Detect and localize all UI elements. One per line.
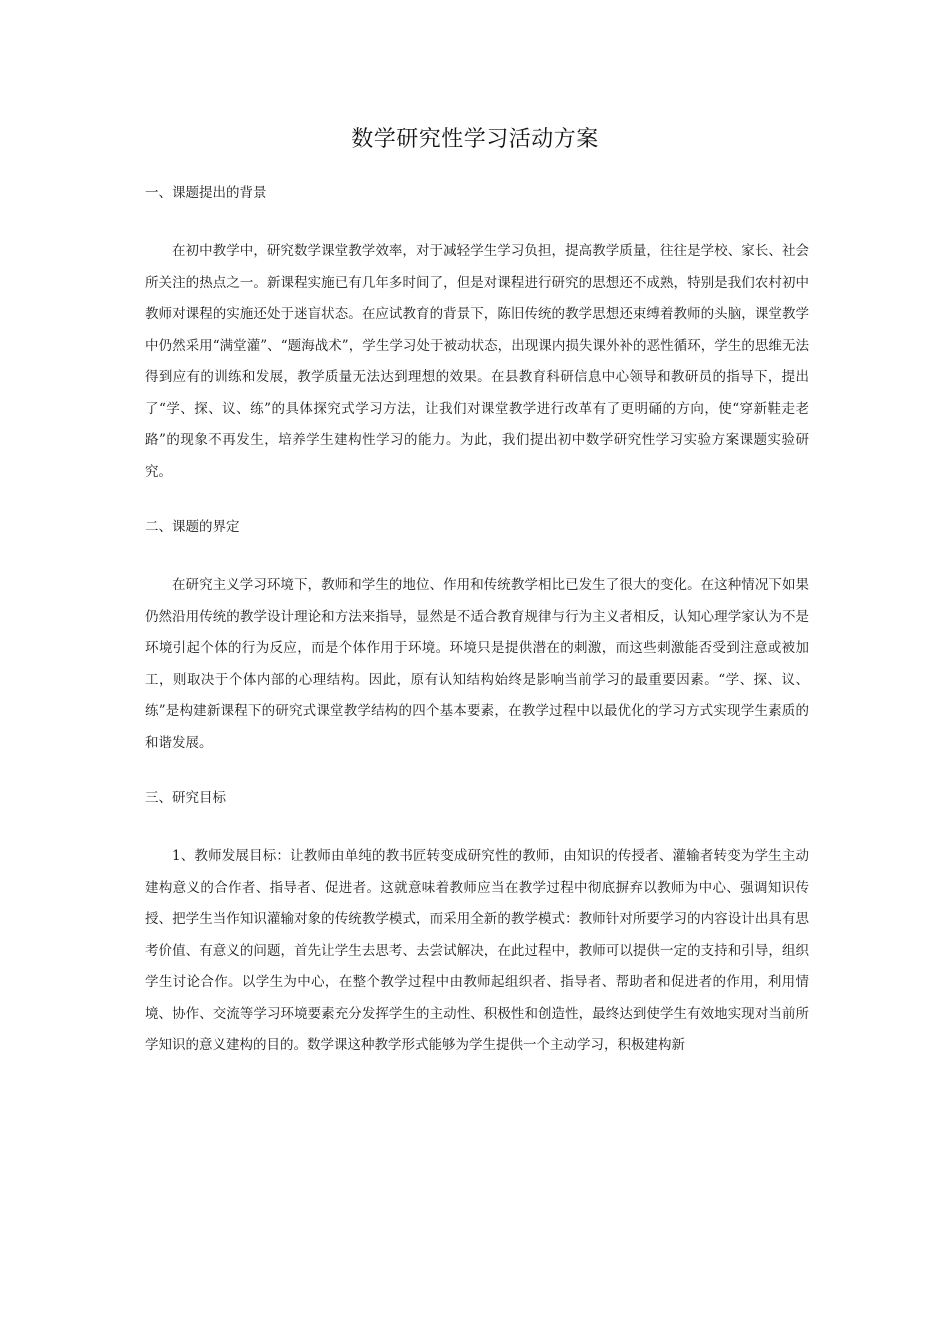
section-paragraph: 在初中教学中，研究数学课堂教学效率，对于减轻学生学习负担，提高教学质量，往往是学校、家长、社会所关注的热点之一。新课程实施已有几年多时间了，但是对课程进行研究的思想还不成熟，特别是我们农村初中教师对课程的实施还处于迷盲状态。在应试教育的背景下，陈旧传统的教学思想还束缚着教师的头脑，课堂教学中仍然采用“满堂灌”、“题海战术”，学生学习处于被动状态，出现课内损失课外补的恶性循环，学生的思维无法得到应有的训练和发展，教学质量无法达到理想的效果。在县教育科研信息中心领导和教研员的指导下，提出了“学、探、议、练”的具体探究式学习方法，让我们对课堂教学进行改革有了更明硧的方向，使“穿新鞋走老路”的现象不再发生，培养学生建构性学习的能力。为此，我们提出初中数学研究性学习实验方案课题实验研究。 [145,243,809,480]
section-paragraph: 1、教师发展目标：让教师由单纯的教书匠转变成研究性的教师，由知识的传授者、灌输者转变为学生主动建构意义的合作者、指导者、促进者。这就意味着教师应当在教学过程中彻底摒弃以教师为中心、强调知识传授、把学生当作知识灌输对象的传统教学模式，而采用全新的教学模式：教师针对所要学习的内容设计出具有思考价值、有意义的问题，首先让学生去思考、去尝试解决，在此过程中，教师可以提供一定的支持和引导，组织学生讨论合作。以学生为中心，在整个教学过程中由教师起组织者、指导者、帮助者和促进者的作用，利用情境、协作、交流等学习环境要素充分发挥学生的主动性、积极性和创造性，最终达到使学生有效地实现对当前所学知识的意义建构的目的。数学课这种教学形式能够为学生提供一个主动学习，积极建构新 [145,848,809,1053]
section-heading: 一、课题提出的背景 [145,185,267,201]
section-definition [145,512,809,759]
document-title: 数学研究性学习活动方案 [351,127,599,152]
section-heading: 三、研究目标 [145,790,226,806]
section-goals [145,783,809,1062]
section-heading: 二、课题的界定 [145,519,240,535]
section-paragraph: 在研究主义学习环境下，教师和学生的地位、作用和传统教学相比已发生了很大的变化。在这种情况下如果仍然沿用传统的教学设计理论和方法来指导，显然是不适合教育规律与行为主义者相反，认知心理学家认为不是环境引起个体的行为反应，而是个体作用于环境。环境只是提供潜在的刺激，而这些刺激能否受到注意或被加工，则取决于个体内部的心理结构。因此，原有认知结构始终是影响当前学习的最重要因素。“学、探、议、练”是构建新课程下的研究式课堂教学结构的四个基本要素，在教学过程中以最优化的学习方式实现学生素质的和谐发展。 [145,577,809,751]
document-body [145,178,809,1062]
section-background [145,178,809,488]
